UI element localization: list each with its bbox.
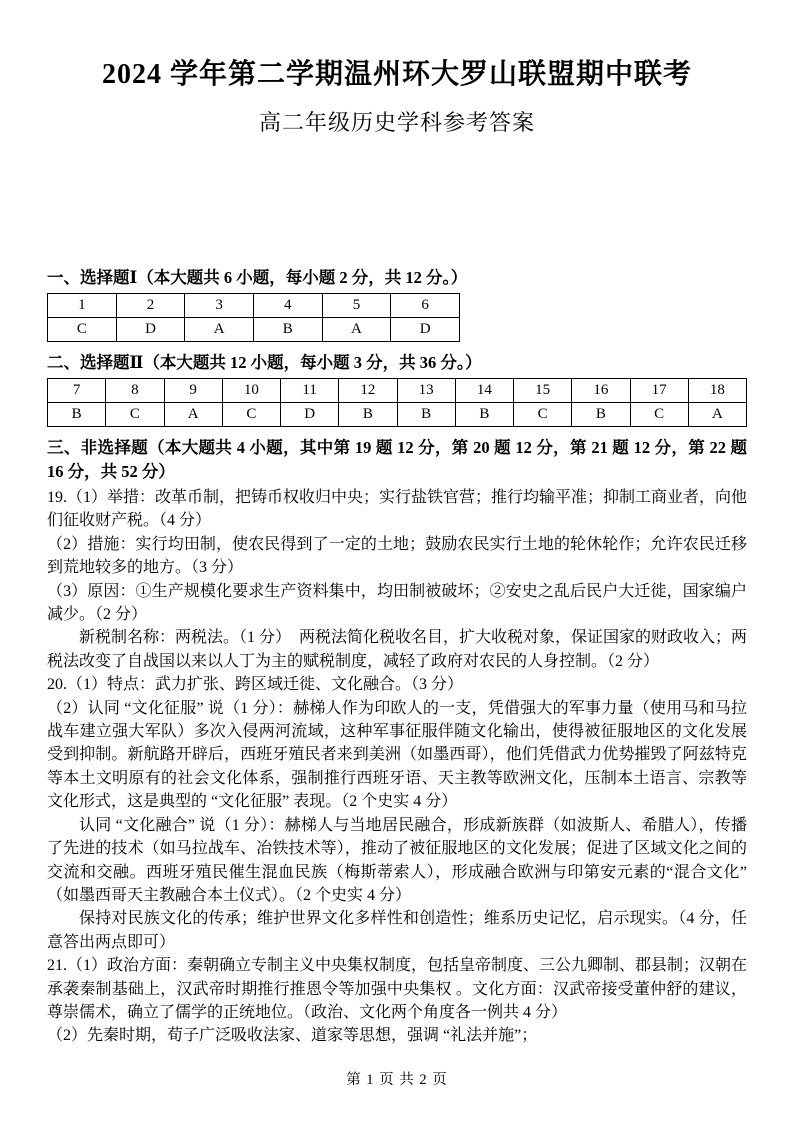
question-number-cell: 8 [106,379,164,403]
answer-paragraph-q20-2a: （2）认同 “文化征服” 说（1 分）：赫梯人作为印欧人的一支，凭借强大的军事力量（使用马和马拉战车建立强大军队）多次入侵两河流域，这种军事征服伴随文化输出，使得被征服地区的文化发展受到抑制。新航路开辟后，西班牙殖民者来到美洲（如墨西哥），他们凭借武力优势摧毁了阿兹特克等本土文明原有的社会文化体系，强制推行西班牙语、天主教等欧洲文化，压制本土语言、宗教等文化形式，这是典型的 “文化征服” 表现。（2 个史实 4 分） [47,699,747,811]
question-number-cell: 15 [514,379,572,403]
section1-heading: 一、选择题Ⅰ（本大题共 6 小题，每小题 2 分，共 12 分。） [47,268,468,287]
section2-heading: 二、选择题Ⅱ（本大题共 12 小题，每小题 3 分，共 36 分。） [47,353,482,372]
answer-cell: B [455,403,513,427]
question-number-cell: 6 [391,294,460,318]
question-number-row [48,379,747,403]
answer-paragraph-q20-2b: 认同 “文化融合” 说（1 分）：赫梯人与当地居民融合，形成新族群（如波斯人、希腊人），传播了先进的技术（如马拉战车、冶铁技术等），推动了被征服地区的文化发展；促进了区域文化之间的交流和交融。西班牙殖民催生混血民族（梅斯蒂索人），形成融合欧洲与印第安元素的“混合文化”（如墨西哥天主教融合本土仪式）。（2 个史实 4 分） [47,816,747,904]
question-number-cell: 17 [630,379,688,403]
question-number-cell: 10 [222,379,280,403]
page-subtitle: 高二年级历史学科参考答案 [258,110,535,135]
answer-cell: A [322,318,391,342]
section-choice-2 [47,351,747,427]
question-number-cell: 1 [48,294,117,318]
question-number-cell: 12 [339,379,397,403]
answer-cell: A [185,318,254,342]
question-number-cell: 18 [688,379,746,403]
answer-cell: D [281,403,339,427]
answer-cell: C [222,403,280,427]
answer-paragraph-q20-2c: 保持对民族文化的传承；维护世界文化多样性和创造性；维系历史记忆，启示现实。（4 分，任意答出两点即可） [47,910,747,951]
section3-heading: 三、非选择题（本大题共 4 小题，其中第 19 题 12 分，第 20 题 12 分，第 21 题 12 分，第 22 题 16 分，共 52 分） [47,438,747,481]
question-number-cell: 2 [116,294,185,318]
answer-paragraph-q19-3: （3）原因：①生产规模化要求生产资料集中，均田制被破坏；②安史之乱后民户大迁徙，国家编户减少。（2 分） [47,582,747,624]
answer-paragraph-q21-2: （2）先秦时期，荀子广泛吸收法家、道家等思想，强调 “礼法并施”； [47,1027,538,1045]
answer-paragraph-q20-1: 20.（1）特点：武力扩张、跨区域迁徙、文化融合。（3 分） [47,676,464,694]
question-number-cell: 14 [455,379,513,403]
question-number-row [48,294,460,318]
page-number: 第 1 页 共 2 页 [346,1072,448,1088]
answer-cell: C [514,403,572,427]
question-number-cell: 9 [164,379,222,403]
answer-paragraph-q19-2: （2）措施：实行均田制，使农民得到了一定的土地；鼓励农民实行土地的轮休轮作；允许农民迁移到荒地较多的地方。（3 分） [47,535,747,577]
answer-cell: A [688,403,746,427]
question-number-cell: 3 [185,294,254,318]
answer-cell: B [48,403,106,427]
answer-cell: C [106,403,164,427]
answer-paragraph-q19-1: 19.（1）举措：改革币制，把铸币权收归中央；实行盐铁官营；推行均输平准；抑制工商业者，向他们征收财产税。（4 分） [47,489,748,530]
section-free-response [47,436,747,1048]
answer-cell: B [253,318,322,342]
answer-paragraph-q19-tax: 新税制名称：两税法。（1 分） 两税法简化税收名目，扩大收税对象，保证国家的财政收入；两税法改变了自战国以来以人丁为主的赋税制度，减轻了政府对农民的人身控制。（2 分） [47,629,748,670]
answer-cell: B [572,403,630,427]
question-number-cell: 11 [281,379,339,403]
answer-table-1 [47,293,460,342]
answer-cell: C [48,318,117,342]
answer-cell: B [397,403,455,427]
answer-cell: D [391,318,460,342]
page-title: 2024 学年第二学期温州环大罗山联盟期中联考 [101,59,692,90]
section-choice-1 [47,266,747,342]
answer-cell: C [630,403,688,427]
question-number-cell: 7 [48,379,106,403]
answer-row [48,318,460,342]
answer-row [48,403,747,427]
answer-cell: B [339,403,397,427]
question-number-cell: 5 [322,294,391,318]
answer-table-2 [47,378,747,427]
answer-cell: D [116,318,185,342]
answer-cell: A [164,403,222,427]
answer-paragraph-q21-1: 21.（1）政治方面：秦朝确立专制主义中央集权制度，包括皇帝制度、三公九卿制、郡县制；汉朝在承袭秦制基础上，汉武帝时期推行推恩令等加强中央集权 。文化方面：汉武帝接受董仲舒的建议，尊崇儒术，确立了儒学的正统地位。（政治、文化两个角度各一例共 4 分） [47,957,748,1021]
blank-space [47,138,747,266]
question-number-cell: 13 [397,379,455,403]
question-number-cell: 4 [253,294,322,318]
question-number-cell: 16 [572,379,630,403]
free-response-answers [47,486,747,1048]
